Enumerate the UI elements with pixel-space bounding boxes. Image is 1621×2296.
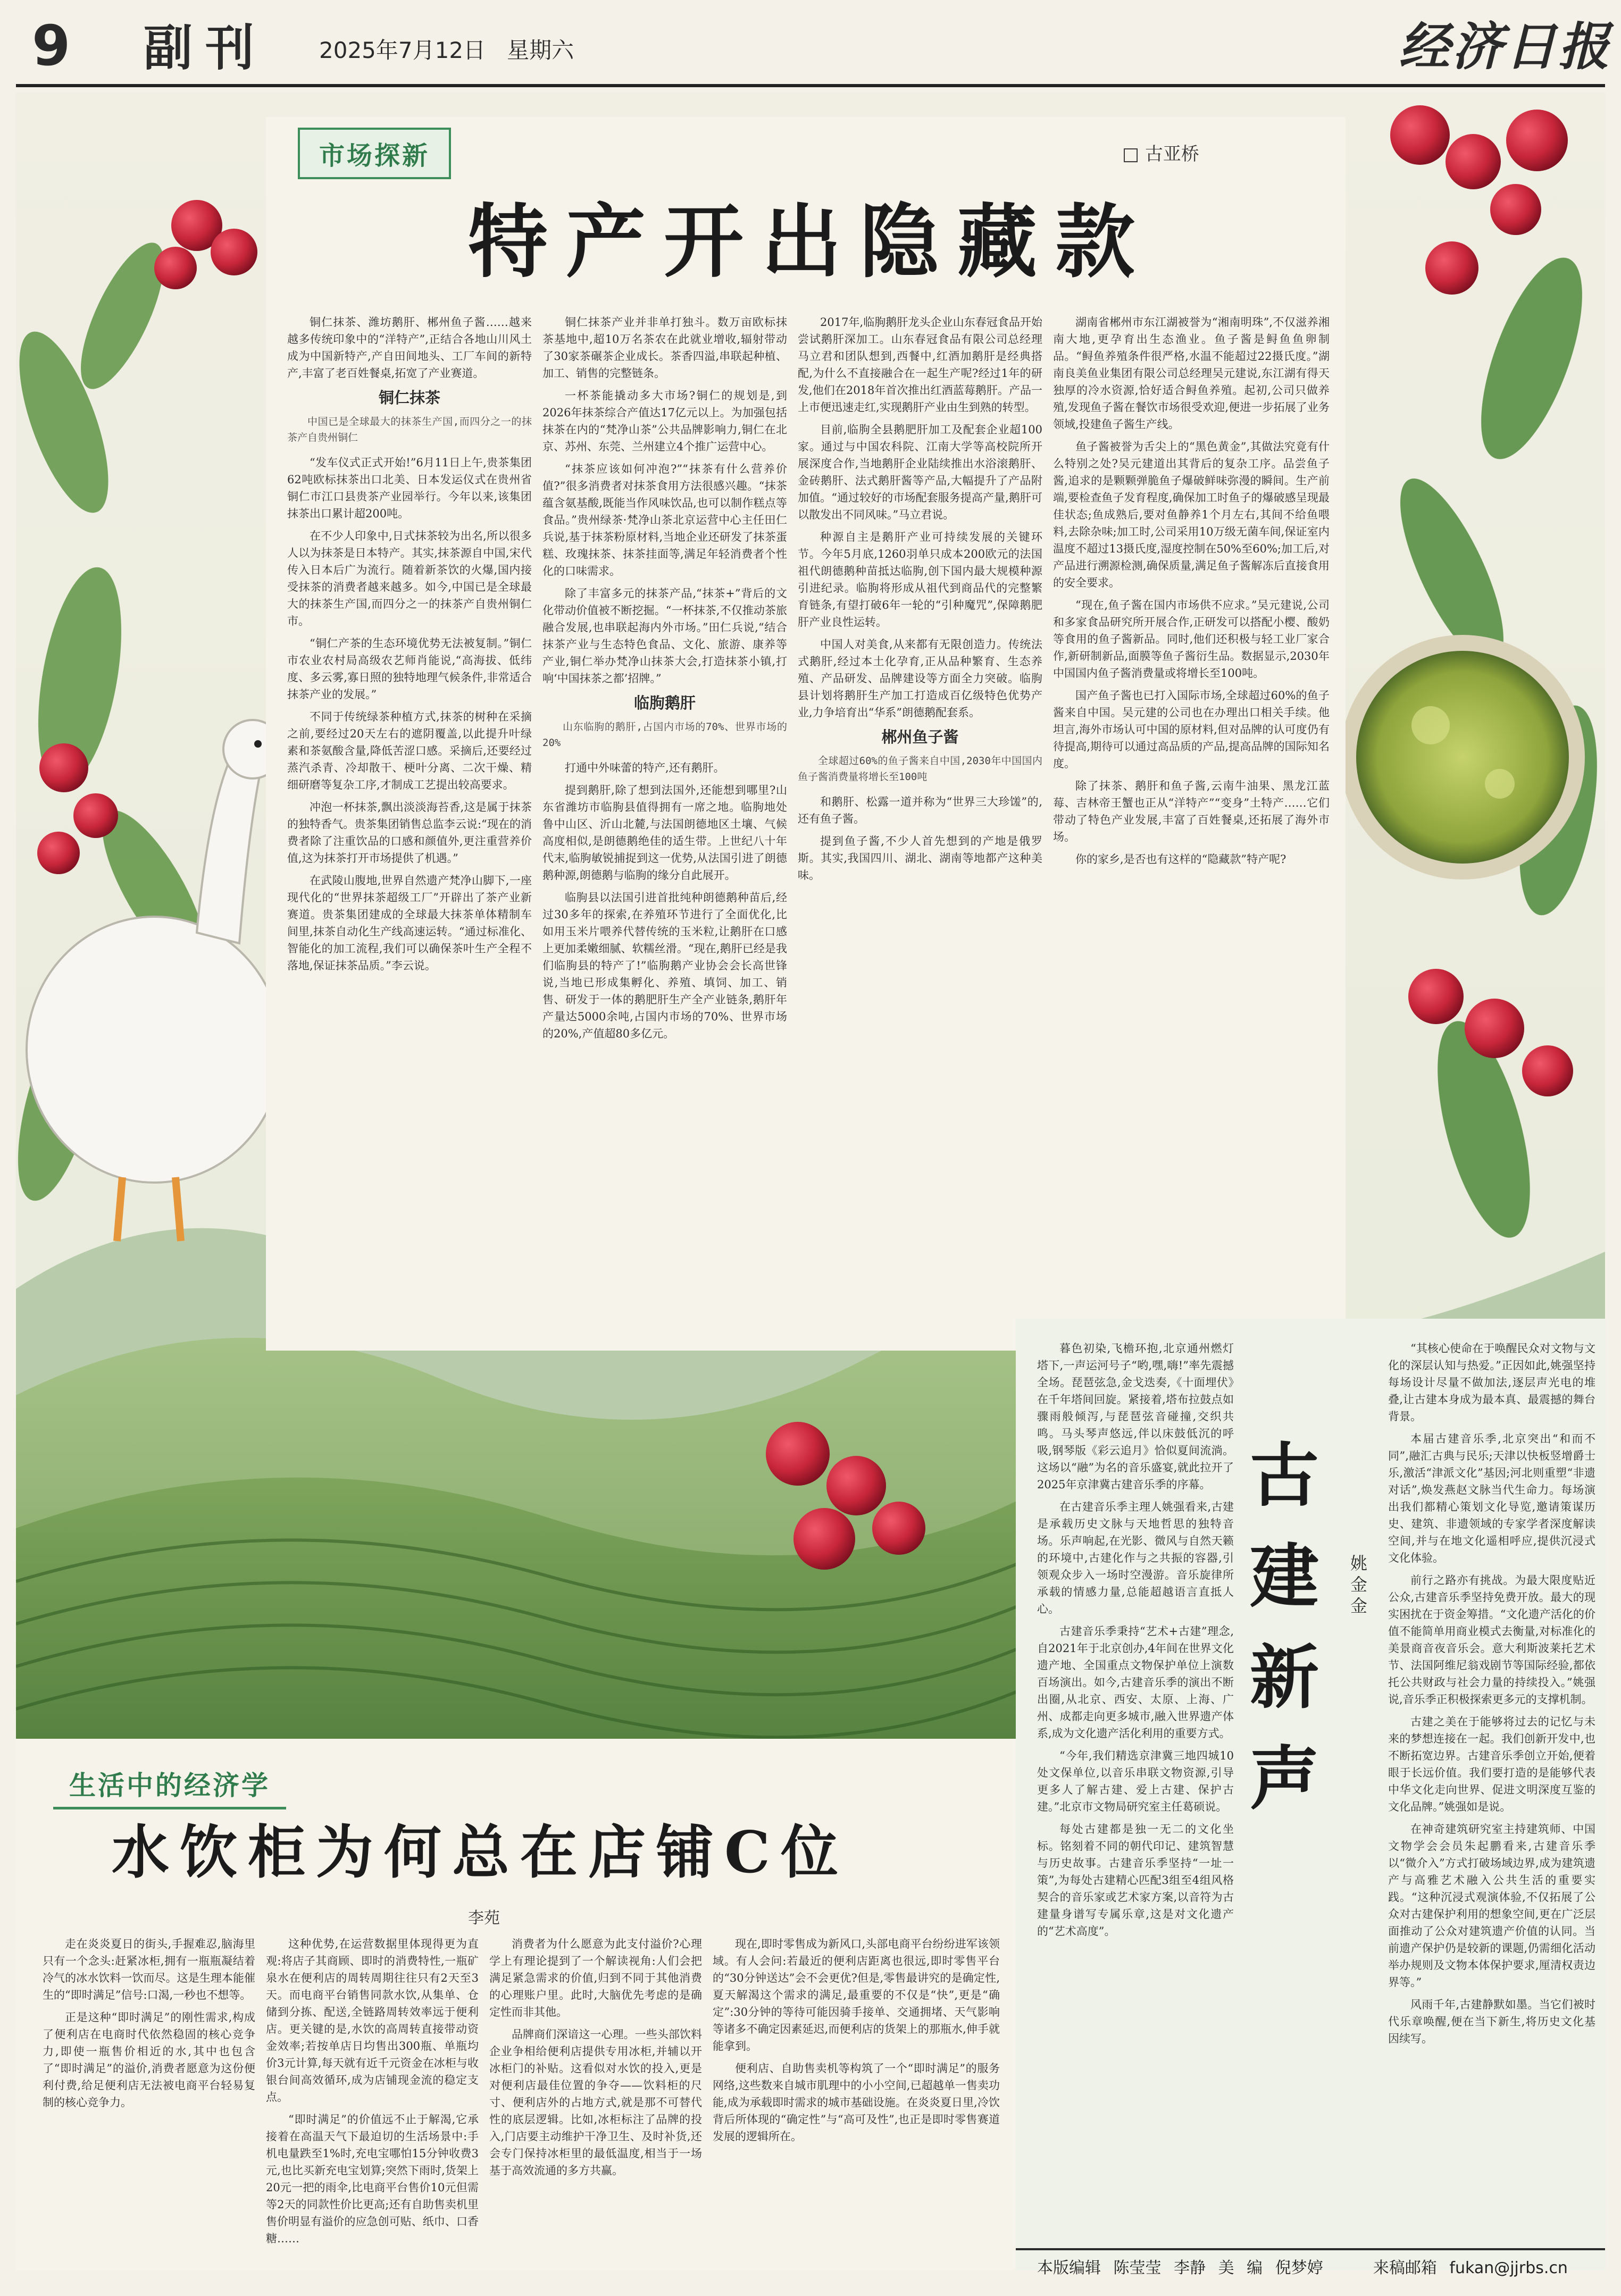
page-footer — [1037, 2255, 1568, 2278]
article-main-col-1 — [287, 314, 532, 1340]
paragraph: 在不少人印象中,日式抹茶较为出名,所以很多人以为抹茶是日本特产。其实,抹茶源自中国,宋代传入日本后广为流行。随着新茶饮的火爆,国内接受抹茶的消费者越来越多。如今,中国已是全球最大的抹茶生产国,而四分之一的抹茶产自贵州铜仁市。 — [287, 530, 532, 627]
paragraph: 你的家乡,是否也有这样的“隐藏款”特产呢? — [1075, 853, 1286, 866]
byline-heritage: 姚金金 — [1350, 1553, 1367, 1616]
paragraph: 这种优势,在运营数据里体现得更为直观:将店子其商顾、即时的消费特性,一瓶矿泉水在便利店的周转周期往往只有2天至3天。而电商平台销售同款水饮,从集单、仓储到分拣、配送,全链路周转效率远于便利店。更关键的是,水饮的高周转直接带动资金效率;若按单店日均售出300瓶、单瓶均价3元计算,每天就有近千元资金在冰柜与收银台间高效循环,成为店铺现金流的稳定支点。 — [266, 1938, 479, 2104]
column-tag-market: 市场探新 — [298, 128, 451, 179]
weekday-text: 星期六 — [507, 37, 574, 63]
paragraph: 冲泡一杯抹茶,飘出淡淡海苔香,这是属于抹茶的独特香气。贵茶集团销售总监李云说:“现在的消费者除了注重饮品的口感和颜值外,更注重营养价值,这为抹茶打开市场提供了机遇。” — [287, 801, 532, 865]
paragraph: 在神奇建筑研究室主持建筑师、中国文物学会会员朱起鹏看来,古建音乐季以“微介入”方式打破场域边界,成为建筑遗产与高雅艺术融入公共生活的重要实践。“这种沉浸式观演体验,不仅拓展了公众对古建保护利用的想象空间,更在广泛层面推动了公众对建筑遗产价值的认同。当前遗产保护仍是较新的课题,仍需细化活动举办规则及文物本体保护要求,厘清权责边界等。” — [1388, 1823, 1595, 1989]
paragraph: 古建音乐季秉持“艺术+古建”理念,自2021年于北京创办,4年间在世界文化遗产地、全国重点文物保护单位上演数百场演出。如今,古建音乐季的演出不断出圈,从北京、西安、太原、上海、广州、成都走向更多城市,融入世界遗产体系,成为文化遗产活化利用的重要方式。 — [1037, 1625, 1234, 1740]
paragraph: 2017年,临朐鹅肝龙头企业山东春冠食品开始尝试鹅肝深加工。山东春冠食品有限公司总经理马立君和团队想到,西餐中,红酒加鹅肝是经典搭配,为什么不直接融合在一起生产呢?经过1年的研发,他们在2018年首次推出红酒蓝莓鹅肝。产品一上市便迅速走红,实现鹅肝产业由生到熟的转型。 — [798, 316, 1042, 414]
paragraph: 提到鱼子酱,不少人首先想到的产地是俄罗斯。其实,我国四川、湖北、湖南等地都产这种美味。 — [798, 835, 1042, 882]
date-text: 2025年7月12日 — [319, 37, 486, 63]
section-title: 副刊 — [144, 19, 268, 77]
paragraph: 正是这种“即时满足”的刚性需求,构成了便利店在电商时代依然稳固的核心竞争力,即使一瓶售价相近的水,其中也包含了“即时满足”的溢价,消费者愿意为这份便利付费,给足便利店无法被电商平台轻易复制的核心竞争力。 — [43, 2011, 255, 2109]
issue-date — [319, 33, 574, 65]
paragraph: 国产鱼子酱也已打入国际市场,全球超过60%的鱼子酱来自中国。吴元建的公司也在办理出口相关手续。他坦言,海外市场认可中国的原材料,但对品牌的认可度仍有待提高,期待可以通过高品质的产品,提高品牌的国际知名度。 — [1053, 689, 1330, 770]
paragraph: 一杯茶能撬动多大市场?铜仁的规划是,到2026年抹茶综合产值达17亿元以上。为加强包括抹茶在内的“梵净山茶”公共品牌影响力,铜仁在北京、苏州、东莞、兰州建立4个推广运营中心。 — [542, 389, 787, 453]
paragraph: 品牌商们深谙这一心理。一些头部饮料企业争相给便利店提供专用冰柜,并辅以开冰柜门的补贴。这看似对水饮的投入,更是对便利店最佳位置的争夺——饮料柜的尺寸、便利店外的占地方式,就是那不可替代性的底层逻辑。比如,冰柜标注了品牌的投入,门店要主动维护干净卫生、及时补货,还会专门保持冰柜里的最低温度,相当于一场基于高效流通的多方共赢。 — [489, 2028, 702, 2177]
article-economics-col-2 — [266, 1935, 479, 2265]
headline-economics: 水饮柜为何总在店铺C位 — [112, 1819, 849, 1886]
paragraph: 在古建音乐季主理人姚强看来,古建是承载历史文脉与天地哲思的独特音场。乐声响起,在光影、微风与自然天籁的环境中,古建化作与之共振的容器,引领观众步入一场时空漫游。音乐旋律所承载的情感力量,总能超越语言直抵人心。 — [1037, 1501, 1234, 1615]
paragraph: “即时满足”的价值远不止于解渴,它承接着在高温天气下最迫切的生活场景中:手机电量跌至1%时,充电宝哪怕15分钟收费3元,也比买新充电宝划算;突然下雨时,货架上20元一把的雨伞,比电商平台售价10元但需等2天的同款性价比更高;还有自助售卖机里售价明显有溢价的应急创可贴、纸巾、口香糖…… — [266, 2113, 479, 2245]
lead-foie-gras: 山东临朐的鹅肝,占国内市场的70%、世界市场的20% — [542, 721, 787, 749]
subhead-foie-gras: 临朐鹅肝 — [633, 694, 696, 712]
paragraph: 提到鹅肝,除了想到法国外,还能想到哪里?山东省潍坊市临朐县值得拥有一席之地。临朐地处鲁中山区、沂山北麓,与法国朗德地区土壤、气候高度相似,是朗德鹅绝佳的适生带。上世纪八十年代末,临朐敏锐捕捉到这一优势,从法国引进了朗德鹅种源,朗德鹅与临朐的缘分自此展开。 — [542, 784, 787, 882]
article-main-col-3 — [798, 314, 1042, 1340]
paragraph: 打通中外味蕾的特产,还有鹅肝。 — [565, 761, 725, 774]
paragraph: 便利店、自助售卖机等构筑了一个“即时满足”的服务网络,这些数来自城市肌理中的小小空间,已超越单一售卖功能,成为承载即时需求的城市基础设施。在炎炎夏日里,冷饮背后所体现的“确定性”与“高可及性”,也正是即时零售赛道发展的逻辑所在。 — [713, 2062, 1000, 2143]
paragraph: “铜仁产茶的生态环境优势无法被复制。”铜仁市农业农村局高级农艺师肖能说,“高海拔、低纬度、多云雾,寡日照的独特地理气候条件,非常适合抹茶产业的发展。” — [287, 637, 532, 701]
paragraph: 本届古建音乐季,北京突出“和而不同”,融汇古典与民乐;天津以快板竖增爵士乐,激活“津派文化”基因;河北则重塑“非遗对话”,焕发燕赵文脉当代生命力。每场演出我们都精心策划文化导览,邀请策谋历史、建筑、非遗领域的专家学者深度解读空间,并与在地文化遥相呼应,提供沉浸式文化体验。 — [1388, 1432, 1595, 1564]
paragraph: 风雨千年,古建静默如墨。当它们被时代乐章唤醒,便在当下新生,将历史文化基因续写。 — [1388, 1998, 1595, 2045]
paragraph: 和鹅肝、松露一道并称为“世界三大珍馐”的,还有鱼子酱。 — [798, 795, 1042, 825]
paragraph: “发车仪式正式开始!”6月11日上午,贵茶集团62吨欧标抹茶出口北美、日本发运仪式在贵州省铜仁市江口县贵茶产业园举行。今年以来,该集团抹茶出口累计超200吨。 — [287, 456, 532, 520]
paragraph: “其核心使命在于唤醒民众对文物与文化的深层认知与热爱。”正因如此,姚强坚持每场设计尽量不做加法,逐层声光电的堆叠,让古建本身成为最本真、最震撼的舞台背景。 — [1388, 1342, 1595, 1423]
paragraph: 每处古建都是独一无二的文化坐标。铭刻着不同的朝代印记、建筑智慧与历史故事。古建音乐季坚持“一址一策”,为每处古建精心匹配3组至4组风格契合的音乐家或艺术家方案,以音符为古建量身谱写专属乐章,这是对文化遗产的“艺术高度”。 — [1037, 1823, 1234, 1938]
paragraph: 现在,即时零售成为新风口,头部电商平台纷纷进军该领域。有人会问:若最近的便利店距离也很远,即时零售平台的“30分钟送达”会不会更优?但是,零售最讲究的是确定性,夏天解渴这个需求的满足,最重要的不仅是“快”,更是“确定”:30分钟的等待可能因骑手接单、交通拥堵、天气影响等诸多不确定因素延迟,而便利店的货架上的那瓶水,伸手就能拿到。 — [713, 1938, 1000, 2052]
column-tag-economics: 生活中的经济学 — [53, 1760, 286, 1809]
intro-paragraph: 铜仁抹茶、潍坊鹅肝、郴州鱼子酱……越来越多传统印象中的“洋特产”,正结合各地山川风土成为中国新特产,产自田间地头、工厂车间的新特产,丰富了老百姓餐桌,拓宽了产业赛道。 — [287, 316, 532, 380]
paragraph: 湖南省郴州市东江湖被誉为“湘南明珠”,不仅滋养湘南大地,更孕育出生态渔业。鱼子酱是鲟鱼鱼卵制品。“鲟鱼养殖条件很严格,水温不能超过22摄氏度。”湖南良美鱼业集团有限公司总经理吴元建说,东江湖有得天独厚的冷水资源,恰好适合鲟鱼养殖。起初,公司只做养殖,发现鱼子酱在餐饮市场很受欢迎,便进一步拓展了业务领域,投建鱼子酱生产线。 — [1053, 316, 1330, 431]
byline-economics: 李苑 — [468, 1909, 500, 1928]
page-number: 9 — [32, 13, 71, 78]
footer-rule — [1016, 2248, 1605, 2250]
lead-matcha: 中国已是全球最大的抹茶生产国,而四分之一的抹茶产自贵州铜仁 — [287, 416, 532, 443]
paragraph: 种源自主是鹅肝产业可持续发展的关键环节。今年5月底,1260羽单只成本200欧元的法国祖代朗德鹅种苗抵达临朐,创下国内最大规模种源引进纪录。临朐将形成从祖代到商品代的完整繁育链条,有望打破6年一轮的“引种魔咒”,保障鹅肥肝产业良性运转。 — [798, 531, 1042, 629]
paragraph: 暮色初染,飞檐环抱,北京通州燃灯塔下,一声运河号子“哟,嘿,嗨!”率先震撼全场。琵琶弦急,金戈迭奏,《十面埋伏》在千年塔间回旋。紧接着,塔布拉鼓点如骤雨般倾泻,与琵琶弦音碰撞,交织共鸣。马头琴声悠远,伴以床鼓低沉的呼吸,钢琴版《彩云追月》恰似夏间流淌。这场以“融”为名的音乐盛宴,就此拉开了2025年京津冀古建音乐季的序幕。 — [1037, 1342, 1234, 1491]
matcha-bowl — [1340, 635, 1585, 879]
paragraph: 鱼子酱被誉为舌尖上的“黑色黄金”,其做法究竟有什么特别之处?吴元建道出其背后的复杂工序。品尝鱼子酱,追求的是颗颗弹脆鱼子爆破鲜味弥漫的瞬间。生产前端,要检查鱼子发育程度,确保加工时鱼子的爆破感呈现最佳状态;鱼成熟后,要对鱼静养1个月左右,其间不给鱼喂料,去除杂味;加工时,公司采用10万级无菌车间,保证室内温度不超过13摄氏度,湿度控制在50%至60%;加工后,对产品进行溯源检测,确保质量,满足鱼子酱解冻后直接食用的安全要求。 — [1053, 440, 1330, 589]
paragraph: 在武陵山腹地,世界自然遗产梵净山脚下,一座现代化的“世界抹茶超级工厂”开辟出了茶产业新赛道。贵茶集团建成的全球最大抹茶单体精制车间里,抹茶自动化生产线高速运转。“通过标准化、智能化的加工流程,我们可以确保茶叶生产全程不落地,保证抹茶品质。”李云说。 — [287, 874, 532, 972]
article-economics-col-4 — [713, 1935, 1000, 2265]
paragraph: “今年,我们精选京津冀三地四城10处文保单位,以音乐串联文物资源,引导更多人了解古建、爱上古建、保护古建。”北京市文物局研究室主任葛硕说。 — [1037, 1749, 1234, 1813]
paragraph: 铜仁抹茶产业并非单打独斗。数万亩欧标抹茶基地中,超10万名茶农在此就业增收,辐射带动了30家茶碾茶企业成长。茶香四溢,串联起种植、加工、销售的完整链条。 — [542, 316, 787, 380]
headline-main: 特产开出隐藏款 — [468, 195, 1154, 289]
byline-main: □ 古亚桥 — [1122, 144, 1199, 165]
submission-email[interactable]: fukan@jjrbs.cn — [1449, 2259, 1568, 2277]
article-main-col-4 — [1053, 314, 1330, 1340]
editor-names: 陈莹莹 李静 美 编 倪梦婷 — [1113, 2259, 1323, 2277]
editor-label: 本版编辑 — [1037, 2259, 1101, 2277]
paragraph: 前行之路亦有挑战。为最大限度贴近公众,古建音乐季坚持免费开放。最大的现实困扰在于资金筹措。“文化遗产活化的价值不能简单用商业模式去衡量,对标准化的美景商音夜音乐会。意大利斯波莱托艺术节、法国阿维尼翁戏剧节等国际经验,都依托公共财政与社会力量的持续投入。”姚强说,音乐季正积极探索更多元的支撑机制。 — [1388, 1574, 1595, 1706]
newspaper-logo: 经济日报 — [1399, 16, 1611, 77]
paragraph: “抹茶应该如何冲泡?”“抹茶有什么营养价值?”很多消费者对抹茶食用方法很感兴趣。“抹茶蕴含氨基酸,既能当作风味饮品,也可以制作糕点等食品。”贵州绿茶·梵净山茶北京运营中心主任田仁兵说,基于抹茶粉原材料,当地企业还研发了抹茶蛋糕、玫瑰抹茶、抹茶挂面等,满足年轻消费者个性化的口味需求。 — [542, 463, 787, 577]
article-heritage-col-1 — [1037, 1340, 1234, 2239]
paragraph: 临朐县以法国引进首批纯种朗德鹅种苗后,经过30多年的探索,在养殖环节进行了全面优化,比如用玉米片喂养代替传统的玉米粒,让鹅肝在口感上更加柔嫩细腻、软糯丝滑。“现在,鹅肝已经是我们临朐县的特产了!”临朐鹅产业协会会长高世锋说,当地已形成集孵化、养殖、填饲、加工、销售、研发于一体的鹅肥肝生产全产业链条,鹅肝年产量达5000余吨,占国内市场的70%、世界市场的20%,产值超80多亿元。 — [542, 891, 787, 1040]
paragraph: 古建之美在于能够将过去的记忆与未来的梦想连接在一起。我们创新开发中,也不断拓宽边界。古建音乐季创立开始,便着眼于长远价值。我们要打造的是能够代表中华文化走向世界、促进文明深度互鉴的文化品牌。”姚强如是说。 — [1388, 1715, 1595, 1813]
article-main-col-2 — [542, 314, 787, 1340]
article-economics-col-3 — [489, 1935, 702, 2265]
paragraph: 除了抹茶、鹅肝和鱼子酱,云南牛油果、黑龙江蓝莓、吉林帝王蟹也正从“洋特产”“变身”土特产……它们带动了特色产业发展,丰富了百姓餐桌,还拓展了海外市场。 — [1053, 780, 1330, 843]
article-economics-col-1 — [43, 1935, 255, 2265]
headline-heritage: 古建新声 — [1249, 1435, 1319, 1819]
paragraph: 不同于传统绿茶种植方式,抹茶的树种在采摘之前,要经过20天左右的遮阴覆盖,以此提升叶绿素和茶氨酸含量,降低苦涩口感。采摘后,还要经过蒸汽杀青、冷却散干、梗叶分离、二次干燥、精细研磨等复杂工序,才制成工艺提出较高要求。 — [287, 710, 532, 791]
paragraph: 目前,临朐全县鹅肥肝加工及配套企业超100家。通过与中国农科院、江南大学等高校院所开展深度合作,当地鹅肝企业陆续推出水浴滚鹅肝、金砖鹅肝、法式鹅肝酱等产品,大幅提升了产品附加值。“通过较好的市场配套服务提高产量,鹅肝可以散发出不同风味。”马立君说。 — [798, 423, 1042, 521]
subhead-caviar: 郴州鱼子酱 — [881, 728, 959, 746]
paragraph: 消费者为什么愿意为此支付溢价?心理学上有理论提到了一个解读视角:人们会把满足紧急需求的价值,归到不同于其他消费的心理账户里。此时,大脑优先考虑的是确定性而非其他。 — [489, 1938, 702, 2018]
article-heritage-col-2 — [1388, 1340, 1595, 2239]
subhead-matcha: 铜仁抹茶 — [378, 389, 440, 407]
email-label: 来稿邮箱 — [1373, 2259, 1437, 2277]
header-rule — [16, 84, 1605, 87]
lead-caviar: 全球超过60%的鱼子酱来自中国,2030年中国国内鱼子酱消费量将增长至100吨 — [798, 755, 1042, 783]
paragraph: 走在炎炎夏日的街头,手握难忍,脑海里只有一个念头:赶紧冰柜,拥有一瓶瓶凝结着冷气的冰水饮料一饮而尽。这是生理本能催生的“即时满足”信号:口渴,一秒也不想等。 — [43, 1938, 255, 2001]
paragraph: 除了丰富多元的抹茶产品,“抹茶+”背后的文化带动价值被不断挖掘。“一杯抹茶,不仅推动茶旅融合发展,也串联起海内外市场。”田仁兵说,“结合抹茶产业与生态特色食品、文化、旅游、康养等产业,铜仁举办梵净山抹茶大会,打造抹茶小镇,打响‘中国抹茶之都’招牌。” — [542, 587, 787, 685]
paragraph: 中国人对美食,从来都有无限创造力。传统法式鹅肝,经过本土化孕育,正从品种繁育、生态养殖、产品研发、品牌建设等方面全力突破。临朐县计划将鹅肝生产加工打造成百亿级特色优势产业,力争培育出“华系”朗德鹅配套系。 — [798, 638, 1042, 719]
paragraph: “现在,鱼子酱在国内市场供不应求。”吴元建说,公司和多家食品研究所开展合作,正研发可以搭配小樱、酸奶等食用的鱼子酱新品。同时,他们还积极与轻工业厂家合作,新研制新品,面膜等鱼子酱衍生品。数据显示,2030年中国国内鱼子酱消费量或将增长至100吨。 — [1053, 599, 1330, 680]
